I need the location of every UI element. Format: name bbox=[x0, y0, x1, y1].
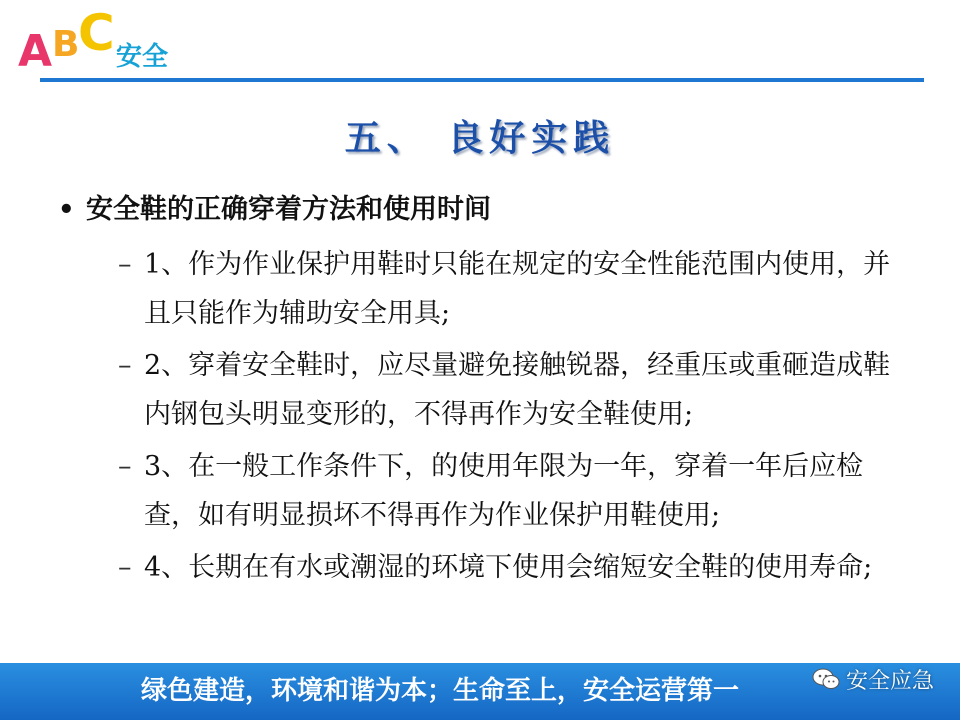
slide-title: 五、 良好实践 bbox=[344, 117, 616, 159]
header-divider bbox=[40, 78, 924, 82]
sub-item-list bbox=[118, 240, 898, 595]
watermark bbox=[812, 664, 934, 694]
dash-icon: – bbox=[118, 451, 132, 482]
dash-icon: – bbox=[118, 249, 132, 280]
sub-item bbox=[118, 442, 898, 540]
sub-item-text: 4、长期在有水或潮湿的环境下使用会缩短安全鞋的使用寿命; bbox=[144, 552, 873, 583]
sub-item-text: 2、穿着安全鞋时，应尽量避免接触锐器，经重压或重砸造成鞋内钢包头明显变形的，不得再作为安全鞋使用; bbox=[144, 350, 891, 430]
main-bullet-text: 安全鞋的正确穿着方法和使用时间 bbox=[86, 194, 491, 225]
watermark-label: 安全应急 bbox=[845, 668, 934, 694]
main-bullet bbox=[58, 190, 918, 230]
dash-icon: – bbox=[118, 350, 132, 381]
abc-safety-logo bbox=[16, 4, 176, 77]
sub-item bbox=[118, 543, 898, 592]
logo-letter-c: C bbox=[78, 4, 115, 62]
logo-letter-a: A bbox=[18, 26, 53, 77]
wechat-icon bbox=[812, 668, 840, 690]
logo-letter-b: B bbox=[52, 24, 80, 65]
bullet-dot-icon: • bbox=[58, 195, 75, 225]
sub-item bbox=[118, 240, 898, 338]
footer-slogan: 绿色建造，环境和谐为本；生命至上，安全运营第一 bbox=[140, 676, 739, 706]
sub-item bbox=[118, 341, 898, 439]
dash-icon: – bbox=[118, 552, 132, 583]
logo-subtitle: 安全 bbox=[116, 42, 169, 72]
sub-item-text: 3、在一般工作条件下，的使用年限为一年，穿着一年后应检查，如有明显损坏不得再作为作业保护用鞋使用; bbox=[144, 451, 864, 531]
sub-item-text: 1、作为作业保护用鞋时只能在规定的安全性能范围内使用，并且只能作为辅助安全用具; bbox=[144, 249, 891, 329]
